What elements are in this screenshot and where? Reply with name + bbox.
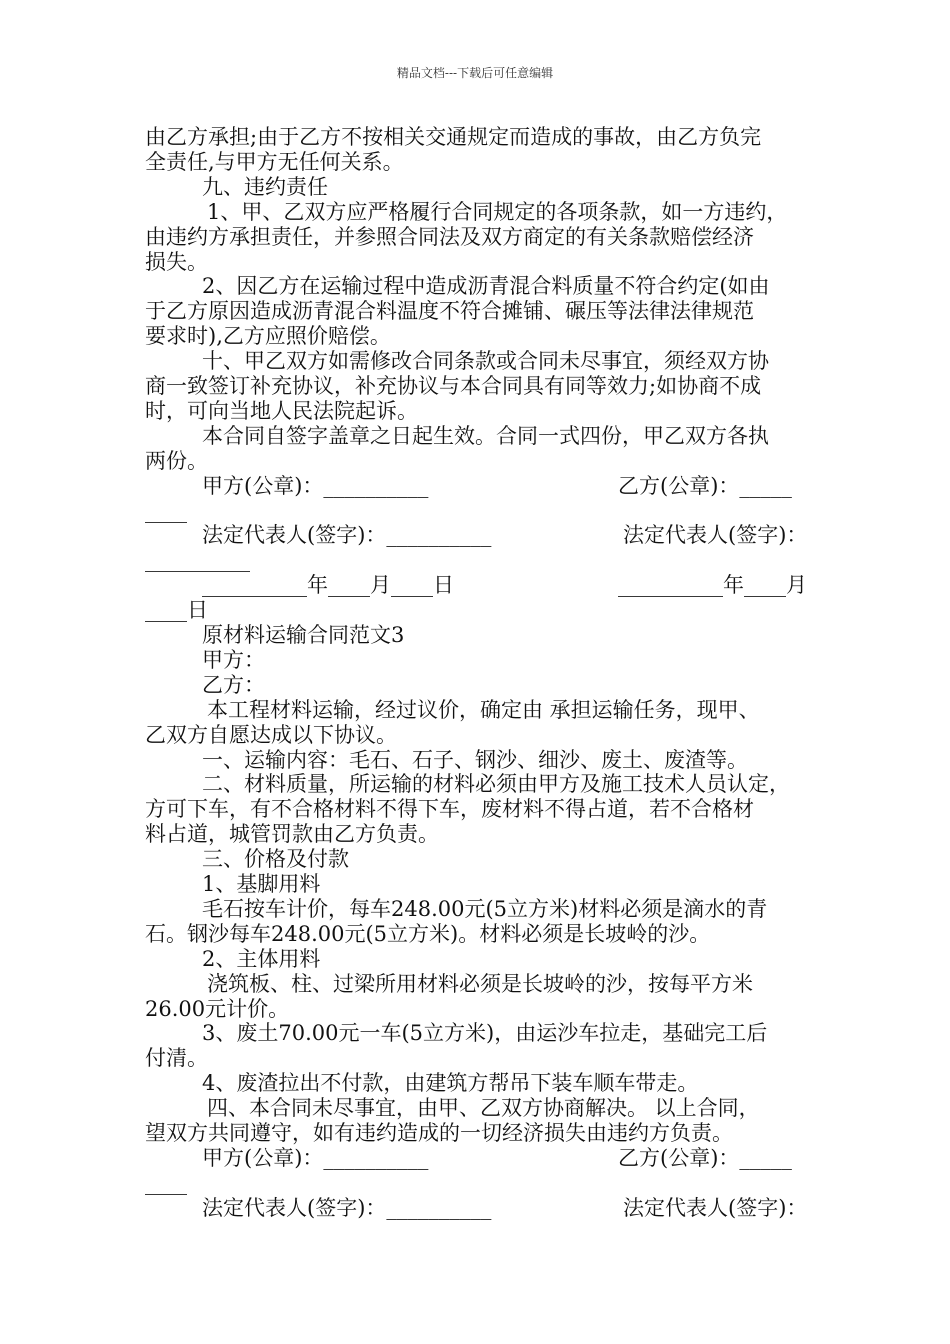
text-segment: 四、本合同未尽事宜，由甲、乙双方协商解决。 以上合同，: [207, 1096, 760, 1121]
text-segment: 乙双方自愿达成以下协议。: [145, 722, 397, 747]
text-segment: 甲方(公章)：__________: [202, 1145, 429, 1170]
text-segment: 毛石按车计价，每车248.00元(5立方米)材料必须是滴水的青: [202, 896, 768, 921]
text-segment: 甲方：: [202, 647, 265, 672]
text-segment: 十、甲乙双方如需修改合同条款或合同未尽事宜，须经双方协: [202, 349, 769, 374]
text-segment: 一、运输内容：毛石、石子、钢沙、细沙、废土、废渣等。: [202, 747, 748, 772]
text-segment: 26.00元计价。: [145, 996, 290, 1021]
text-segment: 二、材料质量，所运输的材料必须由甲方及施工技术人员认定，: [202, 772, 790, 797]
text-segment: 料占道，城管罚款由乙方负责。: [145, 822, 439, 847]
text-segment: 付清。: [145, 1046, 208, 1071]
text-segment: 三、价格及付款: [202, 847, 349, 872]
text-segment: 1、基脚用料: [202, 872, 321, 896]
text-segment: 1、甲、乙双方应严格履行合同规定的各项条款，如一方违约，: [207, 199, 788, 224]
page-header: 精品文档---下载后可任意编辑: [396, 66, 554, 80]
text-segment: 损失。: [145, 249, 208, 274]
text-segment: 3、废土70.00元一车(5立方米)，由运沙车拉走，基础完工后: [202, 1021, 768, 1046]
text-segment: 由乙方承担;由于乙方不按相关交通规定而造成的事故，由乙方负完: [145, 125, 762, 149]
text-segment: 甲方(公章)：__________: [202, 473, 429, 498]
text-segment: 望双方共同遵守，如有违约造成的一切经济损失由违约方负责。: [145, 1121, 733, 1145]
text-segment: 方可下车，有不合格材料不得下车，废材料不得占道，若不合格材: [145, 797, 754, 822]
text-segment: __________年____月: [618, 573, 807, 598]
text-segment: 原材料运输合同范文3: [202, 623, 405, 647]
text-segment: 2、主体用料: [202, 946, 321, 971]
text-segment: 法定代表人(签字)：__________: [202, 1195, 492, 1220]
text-segment: ____日: [145, 598, 208, 623]
text-segment: 法定代表人(签字)：: [623, 523, 808, 548]
text-segment: 于乙方原因造成沥青混合料温度不符合摊铺、碾压等法律法律规范: [145, 299, 754, 324]
text-segment: ____: [145, 1170, 187, 1195]
text-segment: __________: [145, 548, 250, 573]
text-segment: 要求时),乙方应照价赔偿。: [145, 324, 391, 349]
text-segment: ____: [145, 498, 187, 523]
text-segment: 4、废渣拉出不付款，由建筑方帮吊下装车顺车带走。: [202, 1071, 699, 1096]
text-segment: 法定代表人(签字)：__________: [202, 523, 492, 548]
text-segment: 商一致签订补充协议，补充协议与本合同具有同等效力;如协商不成: [145, 374, 762, 398]
text-segment: 九、违约责任: [202, 174, 328, 199]
text-segment: 2、因乙方在运输过程中造成沥青混合料质量不符合约定(如由: [202, 274, 770, 299]
text-segment: 法定代表人(签字)：: [623, 1195, 808, 1220]
text-segment: 本合同自签字盖章之日起生效。合同一式四份，甲乙双方各执: [202, 423, 769, 448]
text-segment: 本工程材料运输，经过议价，确定由 承担运输任务，现甲、: [207, 697, 760, 722]
text-segment: 全责任,与甲方无任何关系。: [145, 149, 404, 174]
text-segment: 由违约方承担责任，并参照合同法及双方商定的有关条款赔偿经济: [145, 224, 754, 249]
text-segment: 石。钢沙每车248.00元(5立方米)。材料必须是长坡岭的沙。: [145, 921, 711, 946]
text-segment: 时，可向当地人民法院起诉。: [145, 398, 418, 423]
text-segment: __________年____月____日: [202, 573, 454, 598]
text-segment: 浇筑板、柱、过梁所用材料必须是长坡岭的沙，按每平方米: [207, 971, 753, 996]
text-segment: 乙方(公章)：_____: [618, 473, 792, 498]
text-segment: 乙方：: [202, 672, 265, 697]
text-segment: 两份。: [145, 448, 208, 473]
text-segment: 乙方(公章)：_____: [618, 1145, 792, 1170]
